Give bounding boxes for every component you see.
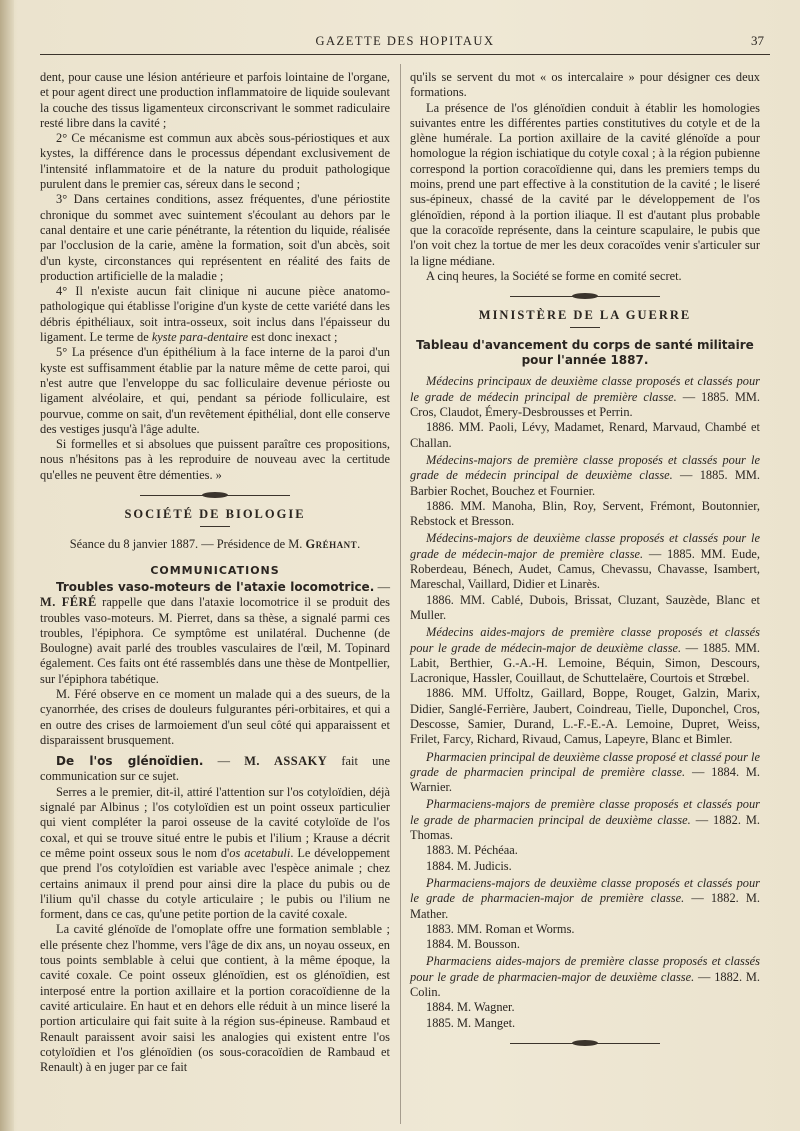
list-item xyxy=(410,797,760,843)
list-item: 1883. MM. Roman et Worms. xyxy=(426,921,575,936)
paragraph: dent, pour cause une lésion antérieure et parfois lointaine de l'organe, et pour agent direct une production inflammatoire de liquide soulevant la couche des tissus ligamenteux circonscrivant le sommet radiculaire resté libre dans la cavité ; xyxy=(40,70,390,130)
text: — 1885. MM. Eude, Roberdeau, Bénech, Audet, Camus, Chevassu, Chavasse, Isambert, Mareschal, Vaillard, Didier et Linarès. xyxy=(410,546,760,592)
author-name: M. FÉRÉ xyxy=(40,595,97,610)
text: est donc inexact ; xyxy=(248,330,338,345)
president-name: Gréhant xyxy=(305,537,358,552)
paragraph xyxy=(40,580,390,687)
list-item xyxy=(410,750,760,796)
paragraph: 5° La présence d'un épithélium à la face interne de la paroi d'un kyste est suffisamment établie par la nature même de cette paroi, qui n'est autre que l'enveloppe du sac folliculaire devenue périoste ou ligament alvéolaire, et qui, pendant sa période folliculaire, est pourvue, comme on sait, d'un revêtement épithélial, dont elle conserve des vestiges jusqu'à l'âge adulte. xyxy=(40,345,390,436)
text: 4° Il n'existe aucun fait clinique ni aucune pièce anatomo-pathologique qui établisse l'origine d'un kyste de cette variété dans les débris épithéliaux, soit intra-osseux, soit inclus dans l'épaisseur du ligament. Le terme de xyxy=(40,284,390,345)
page-number: 37 xyxy=(751,33,764,48)
topic-heading: Troubles vaso-moteurs de l'ataxie locomotrice. xyxy=(56,579,375,594)
paragraph: M. Féré observe en ce moment un malade qui a des sueurs, de la cyanorrhée, des crises de douleurs fulgurantes péri-orbitaires, et qui a en outre des crises de larmoiement d'un seul côté qui apparaissent et disparaissent brusquement. xyxy=(40,686,390,747)
session-line xyxy=(40,537,390,552)
text: rappelle que dans l'ataxie locomotrice il se produit des troubles vaso-moteurs. M. Pierret, dans sa thèse, a signalé parmi ces troubles, l'épiphora. Ce symptôme est unilatéral. Duchenne (de Boulogne) avait parlé des troubles vasculaires de l'œil, M. Topinard également. Ces faits ont été rassemblés dans une thèse de Montpellier, sur l'épiphora tabétique. xyxy=(40,595,391,686)
italic-term: kyste para-dentaire xyxy=(151,330,249,345)
list-item: 1886. MM. Manoha, Blin, Roy, Servent, Frémont, Boutonnier, Rebstock et Bresson. xyxy=(410,498,760,529)
page-header xyxy=(40,32,770,55)
paragraph: 2° Ce mécanisme est commun aux abcès sous-périostiques et aux kystes, la différence dans le processus dépendant exclusivement de l'intensité inflammatoire et de la nature du produit pathologique purulent dans le premier cas, séreux dans le second ; xyxy=(40,131,390,192)
paragraph: qu'ils se servent du mot « os intercalaire » pour désigner ces deux formations. xyxy=(410,70,760,100)
section-title: SOCIÉTÉ DE BIOLOGIE xyxy=(124,507,306,522)
table-title: Tableau d'avancement du corps de santé militaire pour l'année 1887. xyxy=(416,338,754,368)
text: — 1882. M. Thomas. xyxy=(410,812,760,843)
list-item: 1884. M. Wagner. xyxy=(426,1000,515,1015)
list-item: 1884. M. Judicis. xyxy=(426,858,512,873)
list-item xyxy=(410,531,760,592)
rank-heading: Médecins principaux de deuxième classe proposés et classés pour le grade de médecin principal de première classe. xyxy=(410,374,760,404)
text: fait une communication sur ce sujet. xyxy=(40,754,390,784)
list-item xyxy=(410,954,760,1000)
left-column xyxy=(40,70,390,1075)
text: . xyxy=(357,537,361,552)
text: — xyxy=(203,754,245,769)
ornament-separator xyxy=(510,292,660,301)
text: — 1885. MM. Barbier Rochet, Bouchez et Fournier. xyxy=(410,468,760,498)
binding-shadow xyxy=(0,0,14,1131)
text: — xyxy=(374,579,390,594)
paragraph: Si formelles et si absolues que puissent paraître ces propositions, nous n'hésitons pas à les reproduire de nouveau avec la certitude qu'elles ne peuvent être démenties. » xyxy=(40,437,390,482)
list-item: 1883. M. Péchéaa. xyxy=(426,843,518,858)
rank-heading: Médecins-majors de deuxième classe proposés et classés pour le grade de médecin-major de première classe. xyxy=(410,531,760,561)
text: — 1882. M. Mather. xyxy=(410,891,760,921)
journal-title: GAZETTE DES HOPITAUX xyxy=(315,34,495,48)
rank-heading: Pharmacien principal de deuxième classe proposé et classé pour le grade de pharmacien principal de première classe. xyxy=(410,749,760,779)
list-item: 1886. MM. Cablé, Dubois, Brissat, Cluzant, Sauzède, Blanc et Muller. xyxy=(410,592,760,622)
list-item xyxy=(410,453,760,499)
text: — 1885. MM. Cros, Claudot, Émery-Desbrousses et Perrin. xyxy=(410,389,760,420)
rank-heading: Pharmaciens-majors de première classe proposés et classés pour le grade de pharmacien principal de deuxième classe. xyxy=(410,797,760,827)
paragraph xyxy=(40,785,390,923)
list-item: 1884. M. Bousson. xyxy=(426,937,520,952)
text: Serres a le premier, dit-il, attiré l'attention sur l'os cotyloïdien, déjà signalé par Albinus ; l'os cotyloïdien est un point osseux particulier qui vient compléter la paroi osseuse de la cavité cotyloïde de l'os coxal, et qui se trouve situé entre le pubis et l'ilium ; Krause a décrit ce même point osseux sous le nom d' xyxy=(40,784,390,860)
ornament-separator xyxy=(140,491,290,500)
rank-heading: Médecins aides-majors de première classe proposés et classés pour le grade de médecin-major de deuxième classe. xyxy=(410,625,760,655)
paragraph: La présence de l'os glénoïdien conduit à établir les homologies suivantes entre les différentes parties constitutives du cotyle et de la glène humérale. La portion axillaire de la cavité glénoïde a pour homologue la région ischiatique du cotyle coxal ; à la région pubienne correspond la portion coracoïdienne qui, dans les premiers temps du moins, prend une part effective à la constitution de la cavité ; le liseré sus-épineux, chassé de la cavité par le développement de l'os glénoïdien, répond à la portion iliaque. Il est d'autant plus probable que la coracoïde représente, dans la ceinture scapulaire, le pubis que l'on voit chez la tortue de mer les deux coracoïdes venir s'articuler sur la ligne médiane. xyxy=(410,100,760,268)
paragraph xyxy=(40,284,390,345)
paragraph: La cavité glénoïde de l'omoplate offre une formation semblable ; elle présente chez l'homme, vers l'âge de dix ans, un noyau osseux, en tous points semblable à celui que contient, à la même époque, la cavité coxale. Ce point osseux glénoïdien, est os glénoïdien, est interposé entre la portion axillaire et la portion coracoïdienne de la cavité articulaire. En haut et en dehors elle réduit à un mince liseré la portion articulaire qui fait suite à la région sus-épineuse. Rambaud et Renault paraissent avoir saisi les analogies qui existent entre l'os cotyloïdien et l'os glénoïdien (os sous-coracoïdien de Rambaud et Renault) à en juger par ce fait xyxy=(40,922,390,1075)
section-title: MINISTÈRE DE LA GUERRE xyxy=(478,308,692,323)
column-divider xyxy=(400,64,401,1124)
paragraph xyxy=(40,754,390,785)
list-item xyxy=(410,374,760,420)
right-column xyxy=(410,70,760,1055)
short-rule xyxy=(570,327,600,328)
list-item: 1885. M. Manget. xyxy=(426,1015,516,1030)
italic-term: os acetabuli xyxy=(229,845,291,860)
communications-heading: COMMUNICATIONS xyxy=(150,563,280,577)
list-item: 1886. MM. Paoli, Lévy, Madamet, Renard, Marvaud, Chambé et Challan. xyxy=(410,420,760,450)
text: — 1882. M. Colin. xyxy=(410,969,760,1000)
ornament-separator xyxy=(510,1039,660,1048)
author-name: M. ASSAKY xyxy=(244,754,328,769)
paragraph: 3° Dans certaines conditions, assez fréquentes, d'une périostite chronique du sommet avec suintement s'écoulant au dehors par le canal dentaire et une carie pénétrante, la rétention du liquide, réalisée par l'occlusion de la carie, amène la formation, soit d'un abcès, soit d'un kyste, circonstances qui représentent en réalité des faits de production artificielle de la maladie ; xyxy=(40,192,390,283)
short-rule xyxy=(200,526,230,527)
paragraph: A cinq heures, la Société se forme en comité secret. xyxy=(426,268,682,283)
list-item xyxy=(410,625,760,686)
text: — 1884. M. Warnier. xyxy=(410,764,760,795)
rank-heading: Pharmaciens aides-majors de première classe proposés et classés pour le grade de pharmacien-major de deuxième classe. xyxy=(410,954,760,984)
rank-heading: Pharmaciens-majors de deuxième classe proposés et classés pour le grade de pharmacien-major de première classe. xyxy=(410,875,760,906)
text: Séance du 8 janvier 1887. — Présidence de M. xyxy=(69,537,306,552)
rank-heading: Médecins-majors de première classe proposés et classés pour le grade de médecin principal de deuxième classe. xyxy=(410,452,760,483)
list-item xyxy=(410,876,760,922)
text: — 1885. MM. Labit, Berthier, G.-A.-H. Lemoine, Béquin, Simon, Descours, Lacronique, Hassler, Couillaut, de Schuttelaëre, Courtois et Strœbel. xyxy=(410,640,760,686)
topic-heading: De l'os glénoïdien. xyxy=(56,754,204,769)
text: . Le développement que prend l'os cotyloïdien est variable avec l'espèce animale ; chez certains animaux il prend pour ainsi dire la place du pubis ou de l'ilium qu'il chasse du cotyle articulaire ; le pubis ou l'ilium ne forment, dans ce cas, qu'une petite portion de la cavité coxale. xyxy=(40,845,391,922)
list-item: 1886. MM. Uffoltz, Gaillard, Boppe, Rouget, Galzin, Marix, Didier, Sanglé-Ferrière, Jaubert, Coindreau, Tielle, Duponchel, Cros, Descosse, Samier, Durand, L.-F.-E.-A. Lemoine, Dupret, Weiss, Frilet, Farcy, Richard, Rivaud, Camus, Lapeyre, Blanc et Bimler. xyxy=(410,686,760,747)
